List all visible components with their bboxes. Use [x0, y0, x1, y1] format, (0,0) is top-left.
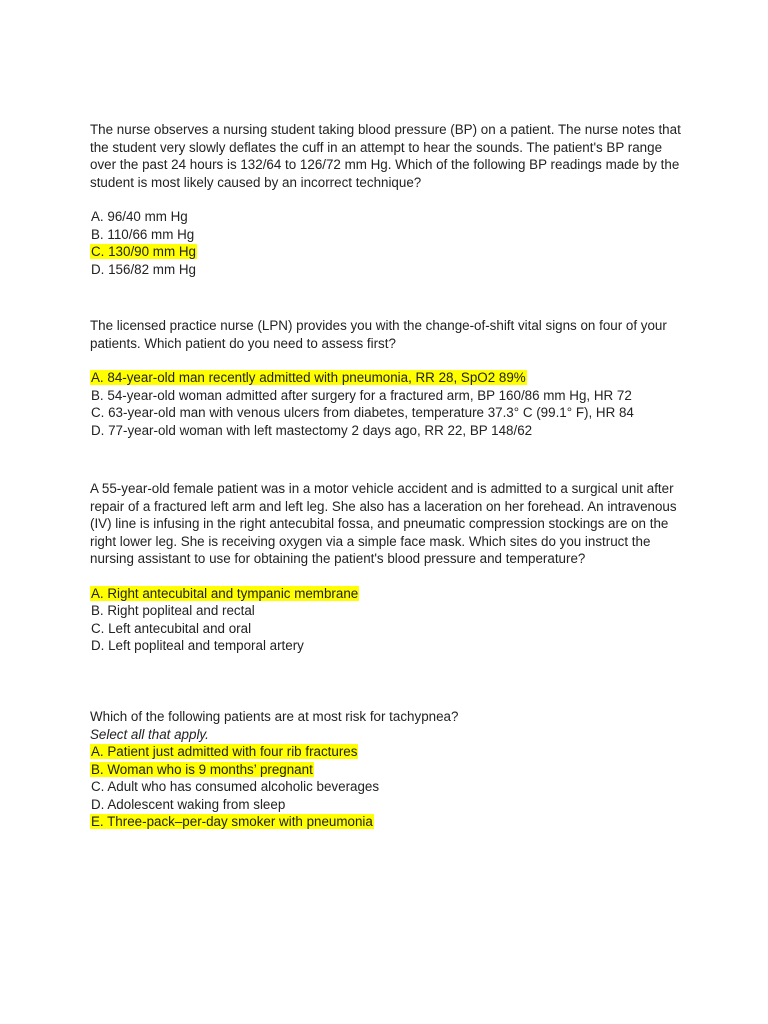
answer-option [90, 778, 690, 796]
answer-option-text: C. Adult who has consumed alcoholic beverages [91, 779, 380, 794]
answer-option [90, 261, 690, 279]
answer-option-text: D. 156/82 mm Hg [91, 261, 196, 277]
answer-options [90, 585, 690, 655]
answer-option-highlighted [90, 585, 690, 603]
question-4 [90, 708, 690, 831]
answer-option [90, 404, 690, 422]
answer-option [90, 208, 690, 226]
answer-option [90, 602, 690, 620]
answer-option-text: A. 84-year-old man recently admitted with pneumonia, RR 28, SpO2 89% [91, 370, 526, 385]
answer-options [90, 369, 690, 439]
question-instruction: Select all that apply. [90, 726, 209, 742]
answer-option-text: A. Right antecubital and tympanic membrane [91, 585, 359, 601]
answer-option-text: B. Woman who is 9 months’ pregnant [91, 761, 313, 777]
answer-options [90, 743, 690, 831]
answer-option-highlighted [90, 369, 690, 387]
question-stem: Which of the following patients are at most risk for tachypnea? [90, 709, 459, 724]
answer-option-highlighted [90, 743, 690, 761]
answer-option [90, 796, 690, 814]
question-2 [90, 317, 690, 439]
answer-option [90, 387, 690, 405]
answer-option-highlighted [90, 813, 690, 831]
answer-option [90, 620, 690, 638]
answer-option-highlighted [90, 761, 690, 779]
answer-option-text: A. 96/40 mm Hg [91, 209, 188, 224]
answer-option-text: C. Left antecubital and oral [91, 620, 252, 636]
answer-option [90, 422, 690, 440]
answer-option-text: D. Left popliteal and temporal artery [91, 638, 304, 653]
answer-option-text: C. 63-year-old man with venous ulcers from diabetes, temperature 37.3° C (99.1° F), HR 84 [91, 405, 634, 420]
answer-option-text: D. 77-year-old woman with left mastectomy 2 days ago, RR 22, BP 148/62 [91, 422, 533, 438]
answer-option-text: A. Patient just admitted with four rib fractures [91, 744, 358, 759]
question-stem: A 55-year-old female patient was in a motor vehicle accident and is admitted to a surgical unit after repair of a fractured left arm and left leg. She also has a laceration on her forehead. An intravenous (IV) line is infusing in the right antecubital fossa, and pneumatic compression stockings are on the right lower leg. She is receiving oxygen via a simple face mask. Which sites do you instruct the nursing assistant to use for obtaining the patient's blood pressure and temperature? [90, 481, 677, 566]
question-stem: The licensed practice nurse (LPN) provides you with the change-of-shift vital signs on four of your patients. Which patient do you need to assess first? [90, 318, 667, 351]
answer-option-text: C. 130/90 mm Hg [91, 244, 196, 259]
answer-option-text: B. Right popliteal and rectal [91, 603, 255, 618]
answer-option [90, 637, 690, 655]
answer-option [90, 226, 690, 244]
answer-option-highlighted [90, 243, 690, 261]
answer-option-text: B. 110/66 mm Hg [91, 226, 195, 242]
question-1 [90, 121, 690, 278]
question-stem: The nurse observes a nursing student taking blood pressure (BP) on a patient. The nurse notes that the student very slowly deflates the cuff in an attempt to hear the sounds. The patient's BP range over the past 24 hours is 132/64 to 126/72 mm Hg. Which of the following BP readings made by the student is most likely caused by an incorrect technique? [90, 122, 681, 190]
answer-option-text: D. Adolescent waking from sleep [91, 796, 286, 812]
answer-option-text: E. Three-pack–per-day smoker with pneumonia [91, 814, 373, 829]
answer-options [90, 208, 690, 278]
answer-option-text: B. 54-year-old woman admitted after surgery for a fractured arm, BP 160/86 mm Hg, HR 72 [91, 387, 632, 403]
question-3 [90, 480, 690, 655]
